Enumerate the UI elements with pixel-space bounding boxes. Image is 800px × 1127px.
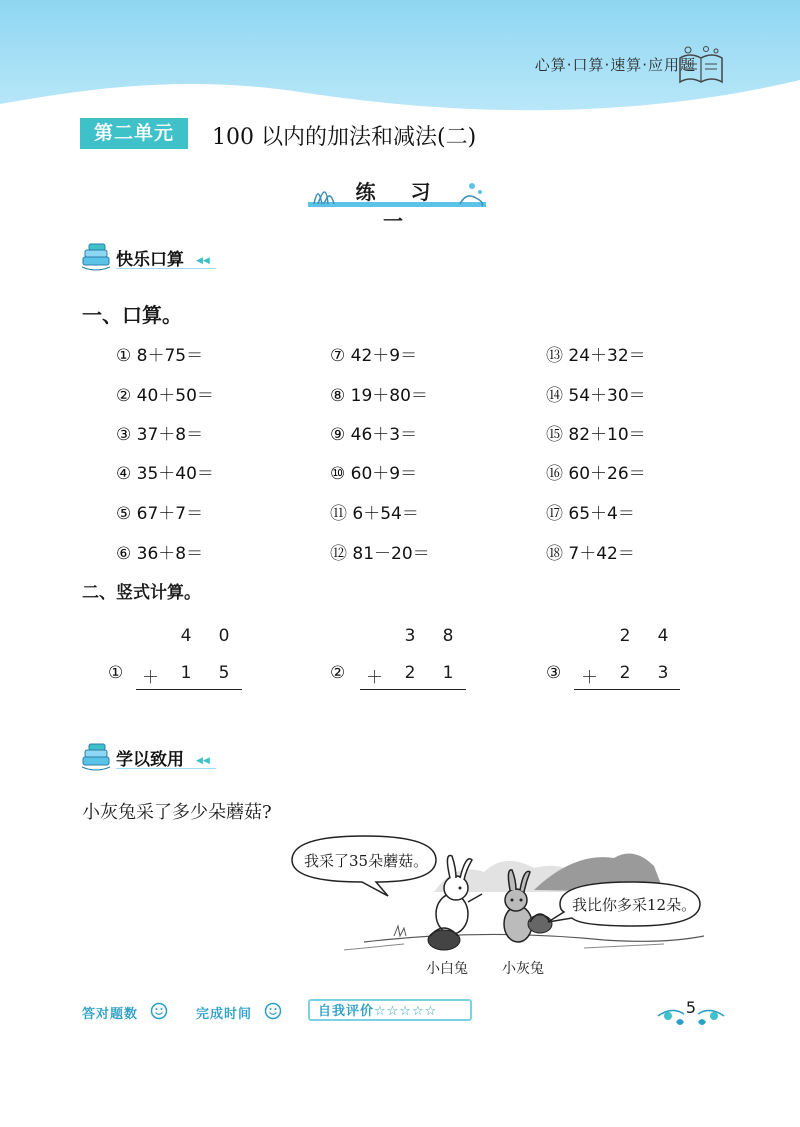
vertical-top-digit: 4 (657, 626, 669, 646)
section-label-happy-calc: 快乐口算 (116, 250, 184, 270)
vertical-bottom-digit: 2 (619, 663, 631, 683)
bubble-text-gray-rabbit: 我比你多采12朵。 (572, 896, 697, 914)
finish-time-label: 完成时间 (196, 1007, 253, 1022)
smiley-icon (264, 1002, 282, 1020)
oral-calc-item: ⑥ 36＋8＝ (116, 544, 204, 564)
vertical-problem-number: ③ (546, 663, 562, 683)
vertical-top-digit: 3 (404, 626, 416, 646)
correct-count-label: 答对题数 (82, 1007, 139, 1022)
vertical-bottom-digit: 1 (442, 663, 454, 683)
vertical-bottom-digit: 1 (180, 663, 192, 683)
smiley-icon (150, 1002, 168, 1020)
vertical-top-digit: 8 (442, 626, 454, 646)
arrow-left-icon: ◀◀ (196, 256, 210, 266)
question-1-title: 一、口算。 (82, 303, 182, 327)
question-2-title: 二、竖式计算。 (82, 583, 201, 603)
vertical-operator: ＋ (366, 668, 383, 688)
page-number: 5 (685, 998, 697, 1017)
white-rabbit-figure (428, 855, 482, 950)
arrow-left-icon: ◀◀ (196, 756, 210, 766)
vertical-answer-line (574, 689, 680, 690)
oral-calc-item: ⑭ 54＋30＝ (546, 386, 646, 406)
unit-title: 100 以内的加法和减法(二) (212, 125, 477, 150)
header-subjects: 心算·口算·速算·应用题 (534, 56, 696, 74)
vertical-top-digit: 2 (619, 626, 631, 646)
oral-calc-item: ⑯ 60＋26＝ (546, 464, 646, 484)
label-white-rabbit: 小白兔 (426, 961, 468, 977)
self-evaluation-box: 自我评价☆☆☆☆☆ (308, 999, 472, 1021)
section-label-apply: 学以致用 (116, 750, 184, 770)
exercise-title: 练 习 一 (355, 180, 445, 233)
oral-calc-item: ⑪ 6＋54＝ (330, 504, 419, 524)
vertical-top-digit: 0 (218, 626, 230, 646)
vertical-bottom-digit: 3 (657, 663, 669, 683)
oral-calc-item: ① 8＋75＝ (116, 346, 204, 366)
unit-badge: 第二单元 (80, 118, 188, 149)
oral-calc-item: ⑤ 67＋7＝ (116, 504, 204, 524)
oral-calc-item: ⑧ 19＋80＝ (330, 386, 428, 406)
section-underline (116, 268, 216, 269)
vertical-operator: ＋ (581, 668, 598, 688)
open-book-icon (676, 44, 726, 88)
oral-calc-item: ⑨ 46＋3＝ (330, 425, 418, 445)
oral-calc-item: ⑰ 65＋4＝ (546, 504, 635, 524)
vertical-problem-number: ② (330, 663, 346, 683)
vertical-operator: ＋ (142, 668, 159, 688)
vertical-top-digit: 4 (180, 626, 192, 646)
books-icon (80, 243, 114, 273)
oral-calc-item: ⑫ 81－20＝ (330, 544, 430, 564)
oral-calc-item: ⑩ 60＋9＝ (330, 464, 418, 484)
vertical-answer-line (136, 689, 242, 690)
label-gray-rabbit: 小灰兔 (502, 961, 544, 977)
oral-calc-item: ⑱ 7＋42＝ (546, 544, 635, 564)
oral-calc-item: ⑬ 24＋32＝ (546, 346, 646, 366)
oral-calc-item: ② 40＋50＝ (116, 386, 214, 406)
vertical-bottom-digit: 5 (218, 663, 230, 683)
bubble-text-white-rabbit: 我采了35朵蘑菇。 (304, 852, 429, 870)
oral-calc-item: ④ 35＋40＝ (116, 464, 214, 484)
vertical-problem-number: ① (108, 663, 124, 683)
books-icon (80, 743, 114, 773)
vertical-bottom-digit: 2 (404, 663, 416, 683)
word-problem-question: 小灰兔采了多少朵蘑菇? (82, 802, 272, 823)
section-underline (116, 768, 216, 769)
oral-calc-item: ⑮ 82＋10＝ (546, 425, 646, 445)
oral-calc-item: ③ 37＋8＝ (116, 425, 204, 445)
oral-calc-item: ⑦ 42＋9＝ (330, 346, 418, 366)
vertical-answer-line (360, 689, 466, 690)
